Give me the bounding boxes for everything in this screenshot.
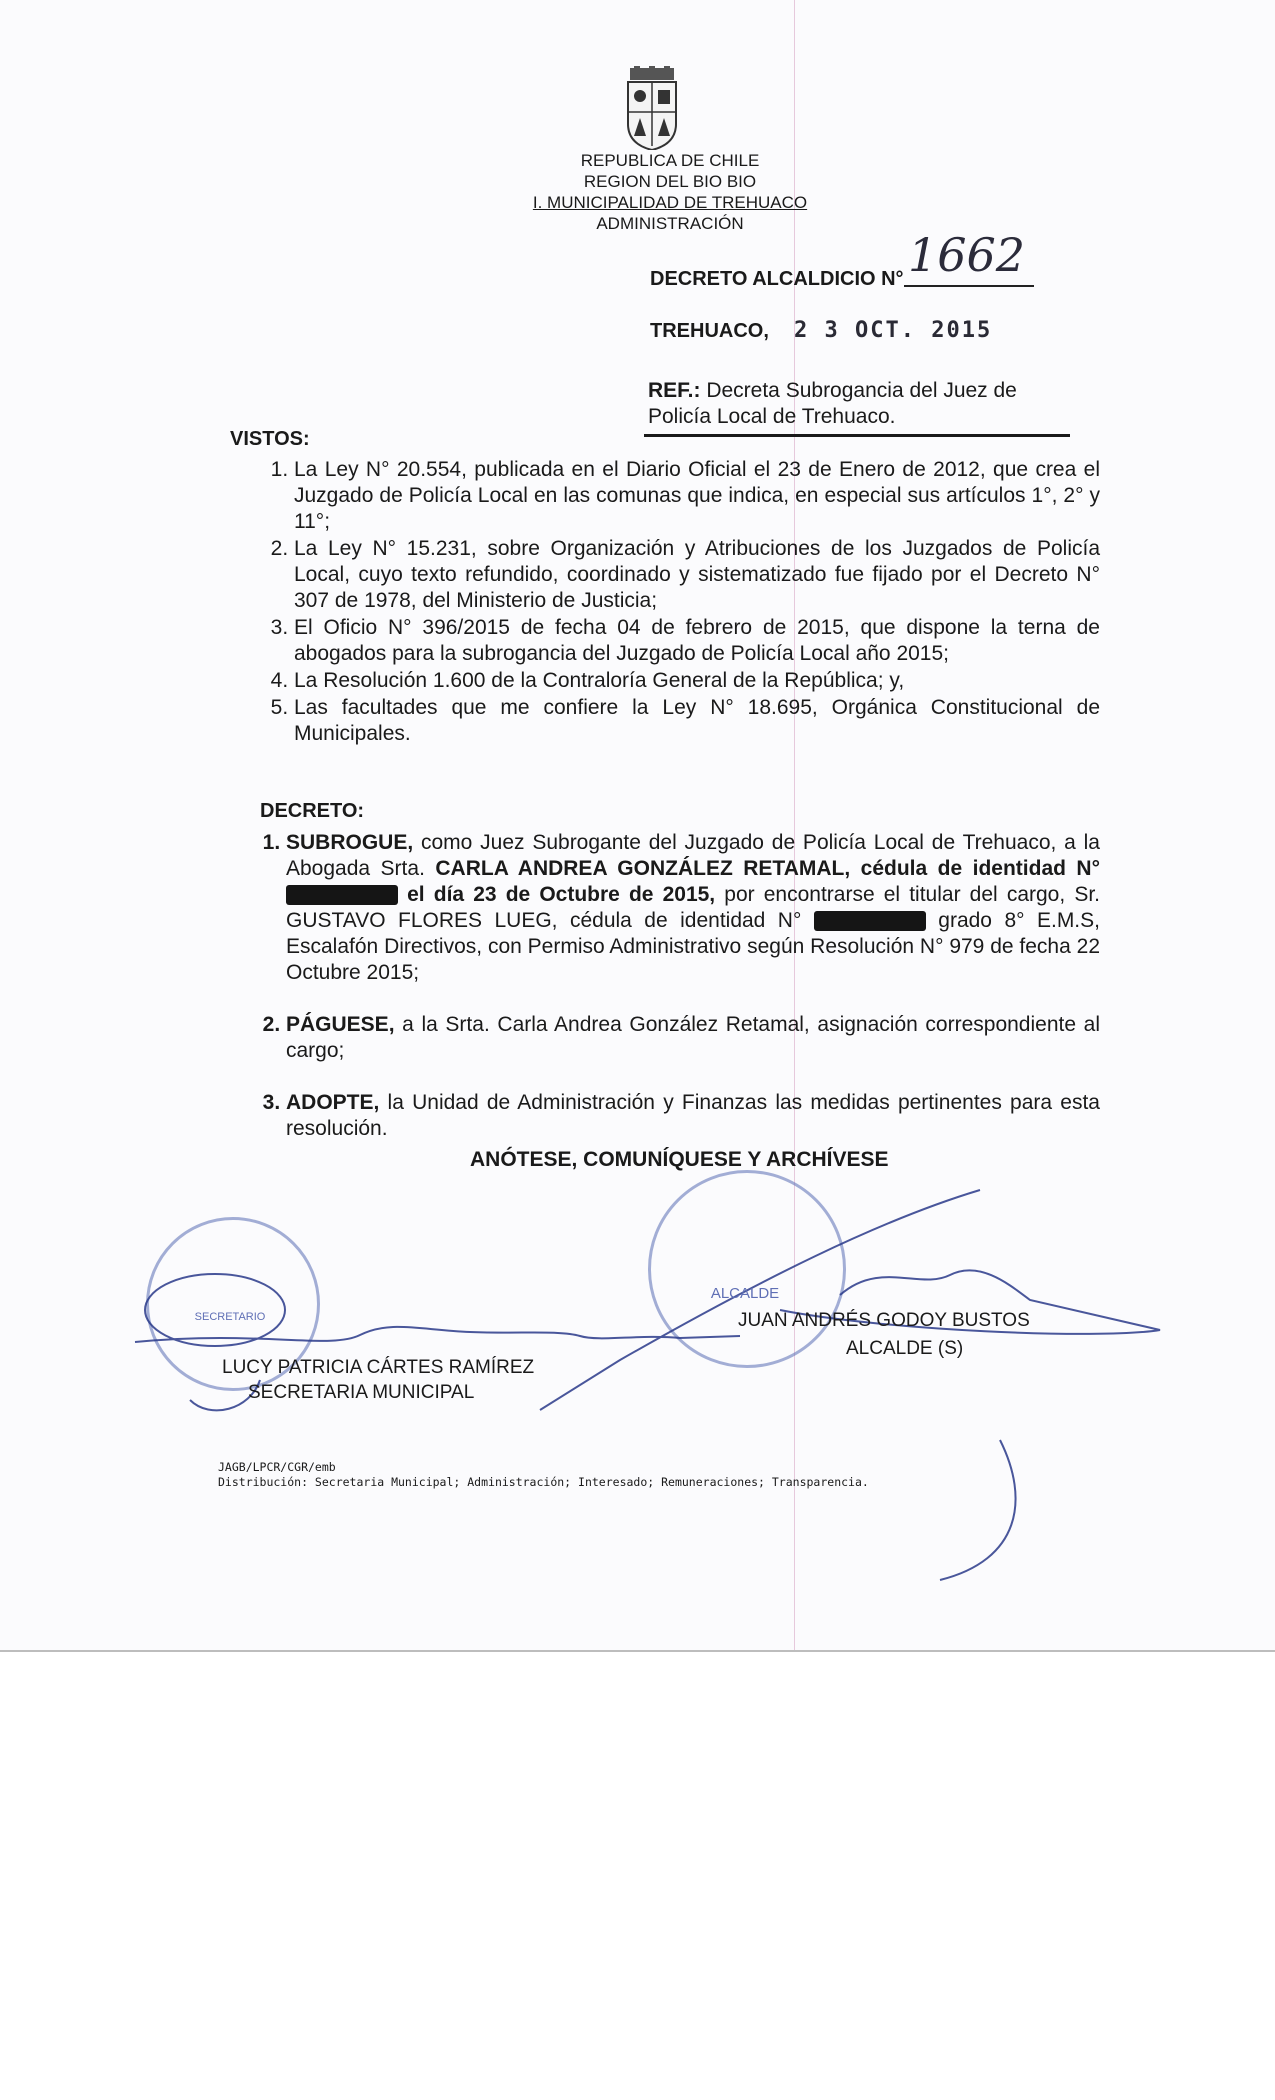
reference-label: REF.: [648, 379, 701, 402]
list-item [286, 1090, 1100, 1142]
item-text: la Unidad de Administración y Finanzas las medidas pertinentes para esta resolución. [286, 1091, 1100, 1140]
list-item: 5. Las facultades que me confiere la Ley N° 18.695, Orgánica Constitucional de Municipales. [294, 695, 1100, 747]
fold-line [794, 0, 795, 1652]
redaction-bar [814, 911, 926, 931]
decree-number: 1662 [908, 228, 1026, 282]
header-country: REPUBLICA DE CHILE [580, 151, 760, 170]
item-text: como Juez Subrogante del Juzgado de Policía Local de Trehuaco, a la Abogada Srta. [286, 831, 1100, 880]
reference-text: Decreta Subrogancia del Juez de Policía Local de Trehuaco. [648, 379, 1017, 428]
page-edge [0, 1650, 1275, 1652]
header-department: ADMINISTRACIÓN [596, 214, 744, 233]
reference [648, 378, 1068, 430]
coat-of-arms-icon [624, 66, 680, 150]
decreto-title: DECRETO: [260, 800, 365, 822]
header-municipality: I. MUNICIPALIDAD DE TREHUACO [532, 193, 808, 212]
redaction-bar [286, 885, 398, 905]
item-verb: SUBROGUE, [286, 831, 414, 854]
header-region: REGION DEL BIO BIO [583, 172, 757, 191]
footer-initials: JAGB/LPCR/CGR/emb [218, 1460, 336, 1474]
place-label: TREHUACO, [650, 320, 769, 342]
mayor-stamp [648, 1170, 846, 1368]
stamp-left-label: SECRETARIO [194, 1311, 266, 1323]
list-item: 4. La Resolución 1.600 de la Contraloría General de la República; y, [294, 668, 1100, 694]
item-verb: PÁGUESE, [286, 1013, 395, 1036]
mayor-role: ALCALDE (S) [846, 1338, 964, 1359]
decreto-list [248, 830, 1100, 1142]
closing-formula: ANÓTESE, COMUNÍQUESE Y ARCHÍVESE [470, 1148, 889, 1171]
decree-label: DECRETO ALCALDICIO N° [650, 268, 904, 290]
item-text: a la Srta. Carla Andrea González Retamal, asignación correspondiente al cargo; [286, 1013, 1100, 1062]
footer [218, 1460, 869, 1490]
list-item [286, 1012, 1100, 1064]
list-item: 3. El Oficio N° 396/2015 de fecha 04 de febrero de 2015, que dispone la terna de abogados para la subrogancia del Juzgado de Policía Local año 2015; [294, 615, 1100, 667]
list-item: 2. La Ley N° 15.231, sobre Organización y Atribuciones de los Juzgados de Policía Local, cuyo texto refundido, coordinado y sistematizado fue fijado por el Decreto N° 307 de 1978, del Ministerio de Justicia; [294, 536, 1100, 614]
vistos-title: VISTOS: [230, 428, 310, 450]
vistos-list [262, 457, 1100, 748]
stamp-right-label: ALCALDE [710, 1285, 780, 1302]
footer-distribution: Distribución: Secretaria Municipal; Administración; Interesado; Remuneraciones; Transparencia. [218, 1475, 869, 1489]
list-item: 1. La Ley N° 20.554, publicada en el Diario Oficial el 23 de Enero de 2012, que crea el Juzgado de Policía Local en las comunas que indica, en especial sus artículos 1°, 2° y 11°; [294, 457, 1100, 535]
secretary-role: SECRETARIA MUNICIPAL [248, 1382, 475, 1403]
letterhead [520, 150, 820, 234]
item-text: grado 8° E.M.S, Escalafón Directivos, con Permiso Administrativo según Resolución N° 979 de fecha 22 Octubre 2015; [286, 909, 1100, 984]
item-verb: ADOPTE, [286, 1091, 380, 1114]
item-bold-text: el día 23 de Octubre de 2015, [398, 883, 716, 906]
secretary-name: LUCY PATRICIA CÁRTES RAMÍREZ [222, 1357, 535, 1378]
item-bold-text: CARLA ANDREA GONZÁLEZ RETAMAL, cédula de identidad N° [435, 857, 1100, 880]
reference-underline [644, 434, 1070, 437]
decree-number-underline [904, 285, 1034, 287]
mayor-name: JUAN ANDRÉS GODOY BUSTOS [738, 1310, 1030, 1331]
decree-date-stamp: 2 3 OCT. 2015 [794, 318, 993, 343]
list-item [286, 830, 1100, 986]
item-text: por encontrarse el titular del cargo, Sr. GUSTAVO FLORES LUEG, cédula de identidad N° [286, 883, 1100, 932]
